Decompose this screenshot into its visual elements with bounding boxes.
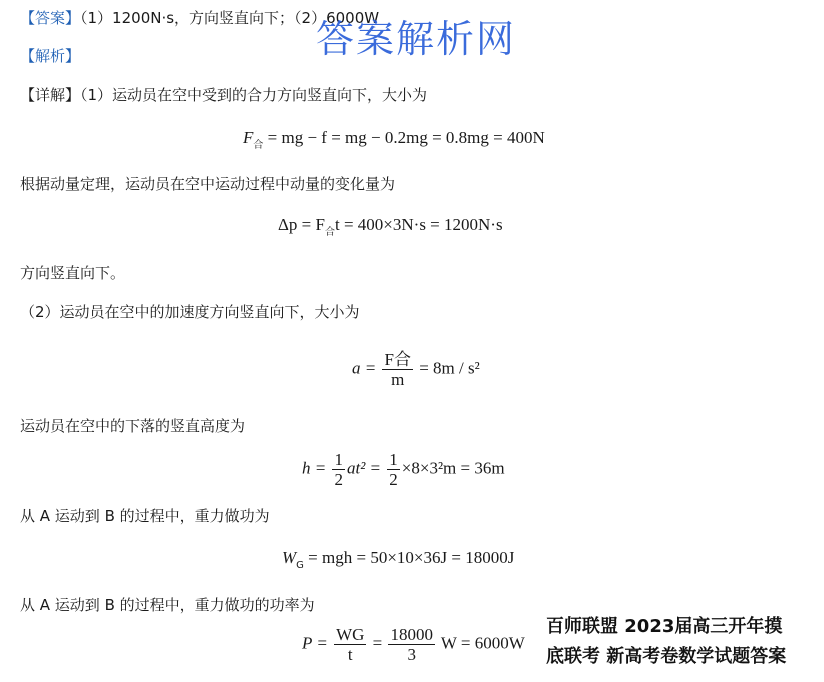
detail-p1: （1）运动员在空中受到的合力方向竖直向下，大小为 — [80, 86, 428, 104]
detail-p5: 运动员在空中的下落的竖直高度为 — [20, 417, 246, 435]
detail-p3: 方向竖直向下。 — [20, 264, 126, 282]
answer-text: （1）1200N·s，方向竖直向下；（2）6000W — [80, 9, 380, 27]
equation-momentum: $\Delta p = F_合t = 400\times 3N\cdot s = 1200N\cdot s$ — [278, 215, 503, 238]
equation-power: P = $\frac{WG}{t}$ = $\frac{18000}{3}$ W = 6000W — [302, 625, 525, 664]
detail-p2: 根据动量定理，运动员在空中运动过程中动量的变化量为 — [20, 175, 396, 193]
answer-tag: 【答案】 — [20, 9, 81, 27]
detail-p7: 从 A 运动到 B 的过程中，重力做功的功率为 — [20, 596, 315, 614]
analysis-tag: 【解析】 — [20, 47, 81, 65]
equation-acceleration: a = $\frac{\text{F合}}{m}$ = 8m / s² — [352, 350, 480, 389]
stamp-line-1: 百师联盟 2023届高三开年摸 — [546, 616, 783, 637]
detail-p6: 从 A 运动到 B 的过程中，重力做功为 — [20, 507, 270, 525]
equation-net-force: $F_合$ = mg − f = mg − 0.2mg = 0.8mg = 400N — [243, 128, 545, 151]
equation-height: h = $\frac{1}{2}$ at² = $\frac{1}{2}$ ×8×3²m = 36m — [302, 450, 505, 489]
watermark: 答案解析网 — [316, 17, 517, 61]
stamp-line-2: 底联考 新高考卷数学试题答案 — [546, 646, 787, 667]
equation-work: $W_G$ = mgh = 50×10×36J = 18000J — [282, 548, 515, 571]
detail-tag: 【详解】 — [20, 86, 81, 104]
detail-line-1 — [20, 85, 427, 105]
detail-p4: （2）运动员在空中的加速度方向竖直向下，大小为 — [20, 303, 360, 321]
